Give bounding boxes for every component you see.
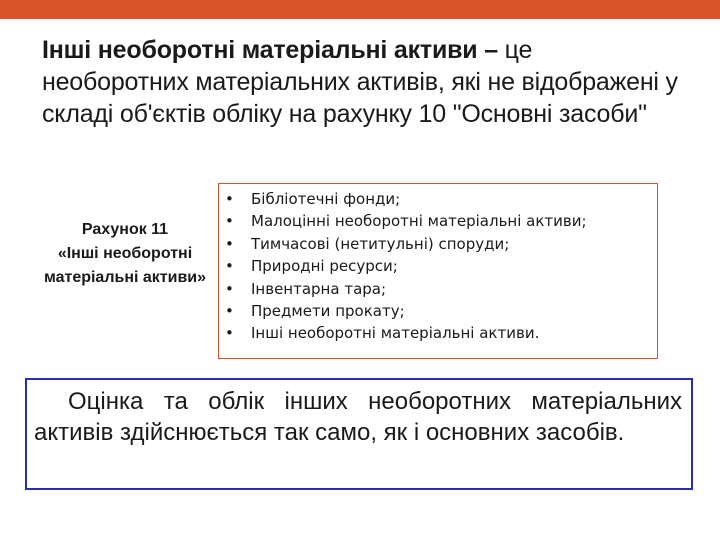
bullet-icon: • bbox=[225, 279, 234, 298]
list-item: • Малоцінні необоротні матеріальні активи; bbox=[225, 210, 587, 232]
account-label bbox=[30, 218, 220, 290]
account-title: Рахунок 11 bbox=[81, 221, 169, 238]
list-item: • Предмети прокату; bbox=[225, 300, 587, 322]
intro-term: Інші необоротні матеріальні активи – bbox=[42, 36, 498, 64]
list-item: • Інші необоротні матеріальні активи. bbox=[225, 322, 587, 344]
bullet-icon: • bbox=[225, 212, 234, 231]
account-name: «Інші необоротні матеріальні активи» bbox=[43, 245, 207, 286]
list-item: • Природні ресурси; bbox=[225, 255, 587, 277]
intro-definition bbox=[42, 34, 682, 130]
list-item: • Бібліотечні фонди; bbox=[225, 188, 587, 210]
asset-types-box bbox=[218, 183, 658, 359]
list-item: • Інвентарна тара; bbox=[225, 278, 587, 300]
intro-text: це необоротних матеріальних активів, які не відображені у складі об'єктів обліку на рахунку 10 "Основні засоби" bbox=[42, 36, 678, 128]
bullet-icon: • bbox=[225, 324, 234, 343]
bullet-icon: • bbox=[225, 190, 234, 208]
bullet-icon: • bbox=[225, 257, 234, 276]
bullet-icon: • bbox=[225, 234, 234, 253]
asset-types-list bbox=[225, 188, 587, 345]
bullet-icon: • bbox=[225, 302, 234, 321]
header-bar bbox=[0, 0, 720, 19]
summary-box bbox=[25, 378, 693, 490]
summary-text: Оцінка та облік інших необоротних матеріальних активів здійснюється так само, як і основних засобів. bbox=[34, 388, 682, 446]
list-item: • Тимчасові (нетитульні) споруди; bbox=[225, 233, 587, 255]
